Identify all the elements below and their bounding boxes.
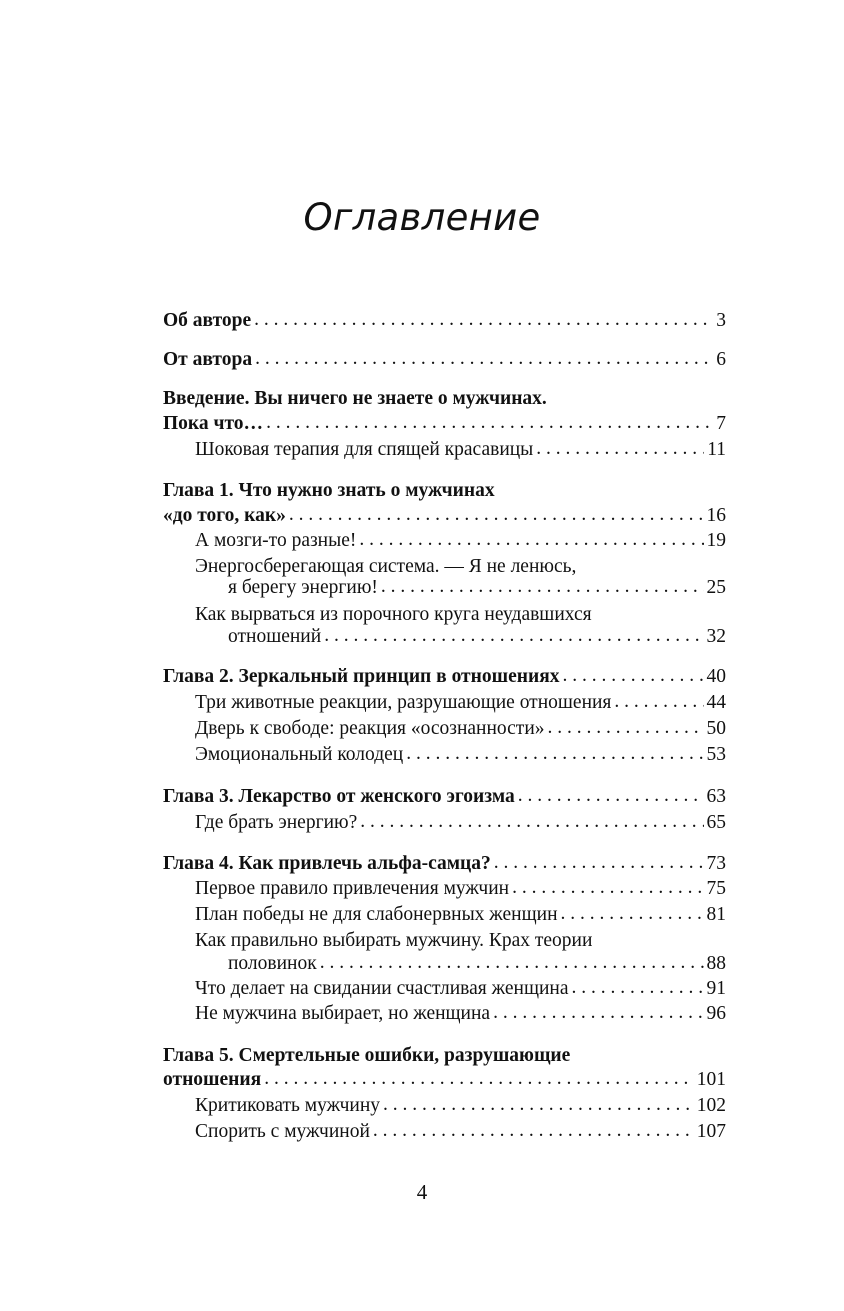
toc-page-number: 50 xyxy=(706,718,726,739)
dot-leader xyxy=(255,346,713,372)
dot-leader xyxy=(360,809,703,835)
toc-subentry-title: А мозги-то разные! xyxy=(195,530,357,551)
toc-subentry[interactable] xyxy=(195,902,726,928)
toc-entry-ch1[interactable] xyxy=(163,503,726,529)
toc-entry-ch1-line1[interactable] xyxy=(163,478,726,504)
toc-entry-title: Глава 2. Зеркальный принцип в отношениях xyxy=(163,666,560,687)
toc-page-number: 7 xyxy=(716,413,726,434)
dot-leader xyxy=(571,975,703,1001)
toc-page-number: 65 xyxy=(706,812,726,833)
toc-page-number: 3 xyxy=(716,310,726,331)
dot-leader xyxy=(324,623,703,649)
toc-subentry[interactable] xyxy=(228,575,726,601)
toc-subentry-title: План победы не для слабонервных женщин xyxy=(195,904,558,925)
dot-leader xyxy=(264,1066,694,1092)
toc-entry-ch2[interactable] xyxy=(163,664,726,690)
toc-page-number: 102 xyxy=(696,1095,726,1116)
toc-entry-intro-line1[interactable] xyxy=(163,386,726,412)
dot-leader xyxy=(614,689,703,715)
toc-subentry[interactable] xyxy=(195,810,726,836)
toc-entry-title: Глава 3. Лекарство от женского эгоизма xyxy=(163,786,515,807)
toc-entry-title: Глава 1. Что нужно знать о мужчинах xyxy=(163,480,495,501)
toc-subentry[interactable] xyxy=(195,1093,726,1119)
toc-page-number: 6 xyxy=(716,349,726,370)
toc-subentry-title: Эмоциональный колодец xyxy=(195,744,404,765)
toc-subentry-title: Шоковая терапия для спящей красавицы xyxy=(195,439,534,460)
toc-page-number: 11 xyxy=(707,439,726,460)
toc-subentry-title: Не мужчина выбирает, но женщина xyxy=(195,1003,491,1024)
toc-entry-title: «до того, как» xyxy=(163,505,286,526)
toc-subentry[interactable] xyxy=(195,437,726,463)
toc-subentry[interactable] xyxy=(228,951,726,977)
dot-leader xyxy=(289,502,704,528)
toc-page-number: 107 xyxy=(696,1121,726,1142)
dot-leader xyxy=(359,527,703,553)
toc-page-number: 44 xyxy=(706,692,726,713)
toc-subentry-title: Энергосберегающая система. — Я не ленюсь, xyxy=(195,556,577,577)
dot-leader xyxy=(518,783,704,809)
dot-leader xyxy=(254,307,713,333)
toc-entry-title: Пока что… xyxy=(163,413,264,434)
page-number: 4 xyxy=(416,1180,428,1204)
dot-leader xyxy=(320,950,704,976)
toc-page-number: 32 xyxy=(706,626,726,647)
toc-page-number: 81 xyxy=(706,904,726,925)
dot-leader xyxy=(381,574,704,600)
toc-page-number: 75 xyxy=(706,878,726,899)
toc-subentry-title: Критиковать мужчину xyxy=(195,1095,381,1116)
dot-leader xyxy=(548,715,704,741)
page-title: Оглавление xyxy=(303,196,541,239)
toc-subentry[interactable] xyxy=(195,876,726,902)
toc-subentry-title: Что делает на свидании счастливая женщина xyxy=(195,978,569,999)
dot-leader xyxy=(563,663,704,689)
toc-entry-from-author[interactable] xyxy=(163,347,726,373)
toc-subentry[interactable] xyxy=(195,528,726,554)
toc-subentry[interactable] xyxy=(195,976,726,1002)
toc-entry-title: Глава 5. Смертельные ошибки, разрушающие xyxy=(163,1045,571,1066)
toc-subentry-title: отношений xyxy=(228,626,322,647)
dot-leader xyxy=(494,850,704,876)
toc-page-number: 101 xyxy=(696,1069,726,1090)
toc-subentry[interactable] xyxy=(195,1119,726,1145)
dot-leader xyxy=(512,875,703,901)
toc-subentry-title: Как правильно выбирать мужчину. Крах теории xyxy=(195,930,593,951)
toc-page-number: 96 xyxy=(706,1003,726,1024)
dot-leader xyxy=(383,1092,694,1118)
toc-entry-title: Глава 4. Как привлечь альфа-самца? xyxy=(163,853,491,874)
dot-leader xyxy=(266,410,713,436)
toc-subentry-title: я берегу энергию! xyxy=(228,577,378,598)
toc-subentry-title: Первое правило привлечения мужчин xyxy=(195,878,510,899)
toc-subentry[interactable] xyxy=(195,742,726,768)
toc-entry-title: От автора xyxy=(163,349,253,370)
toc-subentry[interactable] xyxy=(195,716,726,742)
dot-leader xyxy=(536,436,704,462)
toc-entry-about-author[interactable] xyxy=(163,308,726,334)
toc-subentry-title: половинок xyxy=(228,953,317,974)
toc-page-number: 19 xyxy=(706,530,726,551)
toc-subentry[interactable] xyxy=(195,1001,726,1027)
toc-page-number: 88 xyxy=(706,953,726,974)
toc-entry-title: отношения xyxy=(163,1069,262,1090)
toc-subentry[interactable] xyxy=(228,624,726,650)
dot-leader xyxy=(406,741,703,767)
toc-page-number: 40 xyxy=(706,666,726,687)
toc-page-number: 73 xyxy=(706,853,726,874)
toc-page-number: 25 xyxy=(706,577,726,598)
toc-subentry-title: Как вырваться из порочного круга неудавшихся xyxy=(195,604,592,625)
toc-subentry-title: Три животные реакции, разрушающие отношения xyxy=(195,692,612,713)
toc-page-number: 63 xyxy=(706,786,726,807)
dot-leader xyxy=(561,901,704,927)
toc-entry-title: Введение. Вы ничего не знаете о мужчинах. xyxy=(163,388,547,409)
toc-entry-ch5[interactable] xyxy=(163,1067,726,1093)
toc-page-number: 16 xyxy=(706,505,726,526)
toc-page-number: 91 xyxy=(706,978,726,999)
toc-entry-title: Об авторе xyxy=(163,310,252,331)
dot-leader xyxy=(373,1118,694,1144)
toc-subentry-title: Где брать энергию? xyxy=(195,812,358,833)
dot-leader xyxy=(493,1000,703,1026)
toc-entry-intro[interactable] xyxy=(163,411,726,437)
toc-subentry-title: Дверь к свободе: реакция «осознанности» xyxy=(195,718,545,739)
toc-entry-ch3[interactable] xyxy=(163,784,726,810)
toc-subentry-title: Спорить с мужчиной xyxy=(195,1121,370,1142)
toc-entry-ch4[interactable] xyxy=(163,851,726,877)
toc-subentry[interactable] xyxy=(195,690,726,716)
toc-page-number: 53 xyxy=(706,744,726,765)
